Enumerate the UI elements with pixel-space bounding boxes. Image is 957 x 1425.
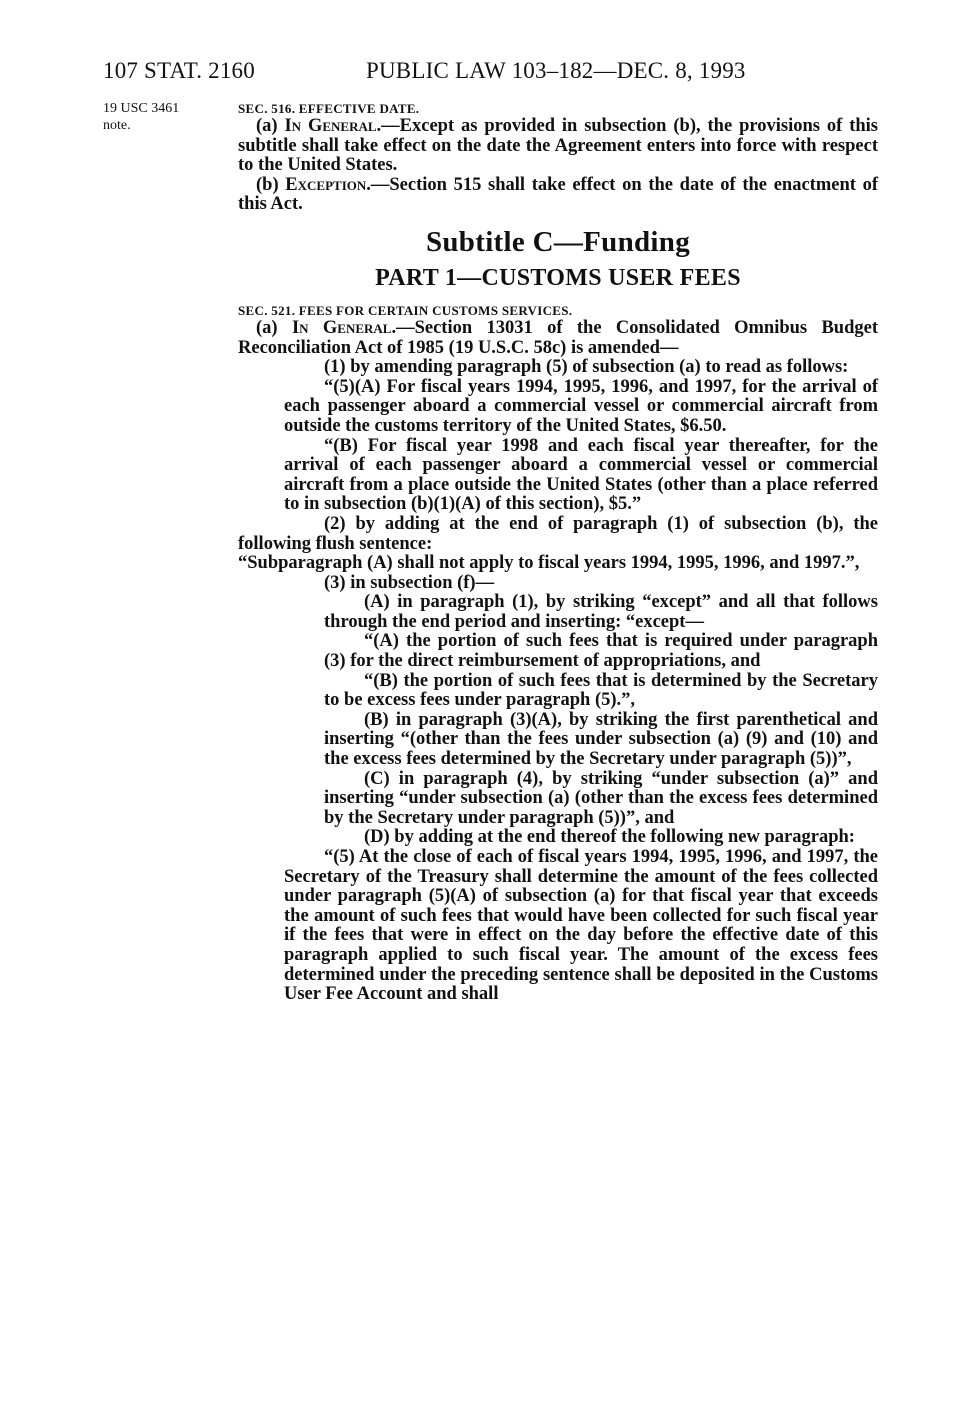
paragraph-2-flush-sentence: “Subparagraph (A) shall not apply to fiscal years 1994, 1995, 1996, and 1997.”, bbox=[238, 553, 860, 574]
subsection-label: (a) bbox=[256, 317, 292, 338]
section-521-subsection-a bbox=[238, 319, 878, 358]
paragraph-1-5A: “(5)(A) For fiscal years 1994, 1995, 1996, and 1997, for the arrival of each passenger aboard a commercial vessel or commercial aircraft from outside the customs territory of the United States, $6.50. bbox=[284, 376, 878, 436]
margin-note-label: note. bbox=[103, 118, 131, 133]
subsection-caption: In General bbox=[291, 317, 392, 338]
paragraph-3: (3) in subsection (f)— bbox=[324, 572, 495, 593]
paragraph-3C: (C) in paragraph (4), by striking “under subsection (a)” and inserting “under subsection (a) (other than the excess fees determined by the Secretary under paragraph (5))”, and bbox=[324, 768, 878, 828]
paragraph-2: (2) by adding at the end of paragraph (1) of subsection (b), the following flush sentence: bbox=[238, 513, 878, 554]
subsection-label: (b) bbox=[256, 174, 286, 195]
margin-note bbox=[103, 100, 179, 134]
paragraph-3B: (B) in paragraph (3)(A), by striking the first parenthetical and inserting “(other than the fees under subsection (a) (9) and (10) and the excess fees determined by the Secretary under paragraph (5))”, bbox=[324, 709, 878, 770]
subsection-text: .—Section 515 shall take effect on the date of the enactment of this Act. bbox=[238, 174, 878, 215]
section-516-subsection-b bbox=[238, 176, 878, 215]
subtitle-heading: Subtitle C—Funding bbox=[425, 225, 691, 258]
paragraph-3A: (A) in paragraph (1), by striking “except” and all that follows through the end period and inserting: “except— bbox=[324, 592, 878, 632]
paragraph-3D: (D) by adding at the end thereof the following new paragraph: bbox=[364, 827, 855, 848]
subsection-text: .—Section 13031 of the Consolidated Omnibus Budget Reconciliation Act of 1985 (19 U.S.C. 58c) is amended— bbox=[238, 317, 879, 358]
paragraph-1: (1) by amending paragraph (5) of subsection (a) to read as follows: bbox=[324, 357, 849, 378]
subsection-text: .—Except as provided in subsection (b), the provisions of this subtitle shall take effect on the date the Agreement enters into force with respect to the United States. bbox=[238, 116, 878, 176]
paragraph-1-5B: “(B) For fiscal year 1998 and each fiscal year thereafter, for the arrival of each passenger aboard a commercial vessel or commercial aircraft from a place outside the United States (other than a place referred to in subsection (b)(1)(A) of this section), $5.” bbox=[284, 435, 878, 515]
statute-body bbox=[238, 101, 878, 1005]
subsection-label: (a) bbox=[256, 116, 285, 136]
running-head: PUBLIC LAW 103–182—DEC. 8, 1993 bbox=[366, 58, 746, 83]
page-citation: 107 STAT. 2160 bbox=[103, 58, 255, 83]
paragraph-3A-B: “(B) the portion of such fees that is determined by the Secretary to be excess fees under paragraph (5).”, bbox=[324, 670, 878, 711]
paragraph-3D-new-5: “(5) At the close of each of fiscal years 1994, 1995, 1996, and 1997, the Secretary of the Treasury shall determine the amount of the fees collected under paragraph (5)(A) of subsection (a) for that fiscal year that exceeds the amount of such fees that would have been collected for such fiscal year if the fees that were in effect on the day before the effective date of this paragraph applied to such fiscal year. The amount of the excess fees determined under the preceding sentence shall be deposited in the Customs User Fee Account and shall bbox=[284, 847, 878, 1005]
section-516-heading: SEC. 516. EFFECTIVE DATE. bbox=[238, 101, 420, 116]
section-521-heading: SEC. 521. FEES FOR CERTAIN CUSTOMS SERVICES. bbox=[238, 302, 573, 318]
section-516-subsection-a bbox=[238, 117, 878, 176]
paragraph-3A-A: “(A) the portion of such fees that is required under paragraph (3) for the direct reimbursement of appropriations, and bbox=[324, 631, 878, 672]
part-heading: PART 1—CUSTOMS USER FEES bbox=[375, 264, 741, 291]
subsection-caption: In General bbox=[284, 116, 377, 136]
margin-note-usc: 19 USC 3461 bbox=[103, 101, 180, 116]
subsection-caption: Exception bbox=[285, 174, 367, 195]
